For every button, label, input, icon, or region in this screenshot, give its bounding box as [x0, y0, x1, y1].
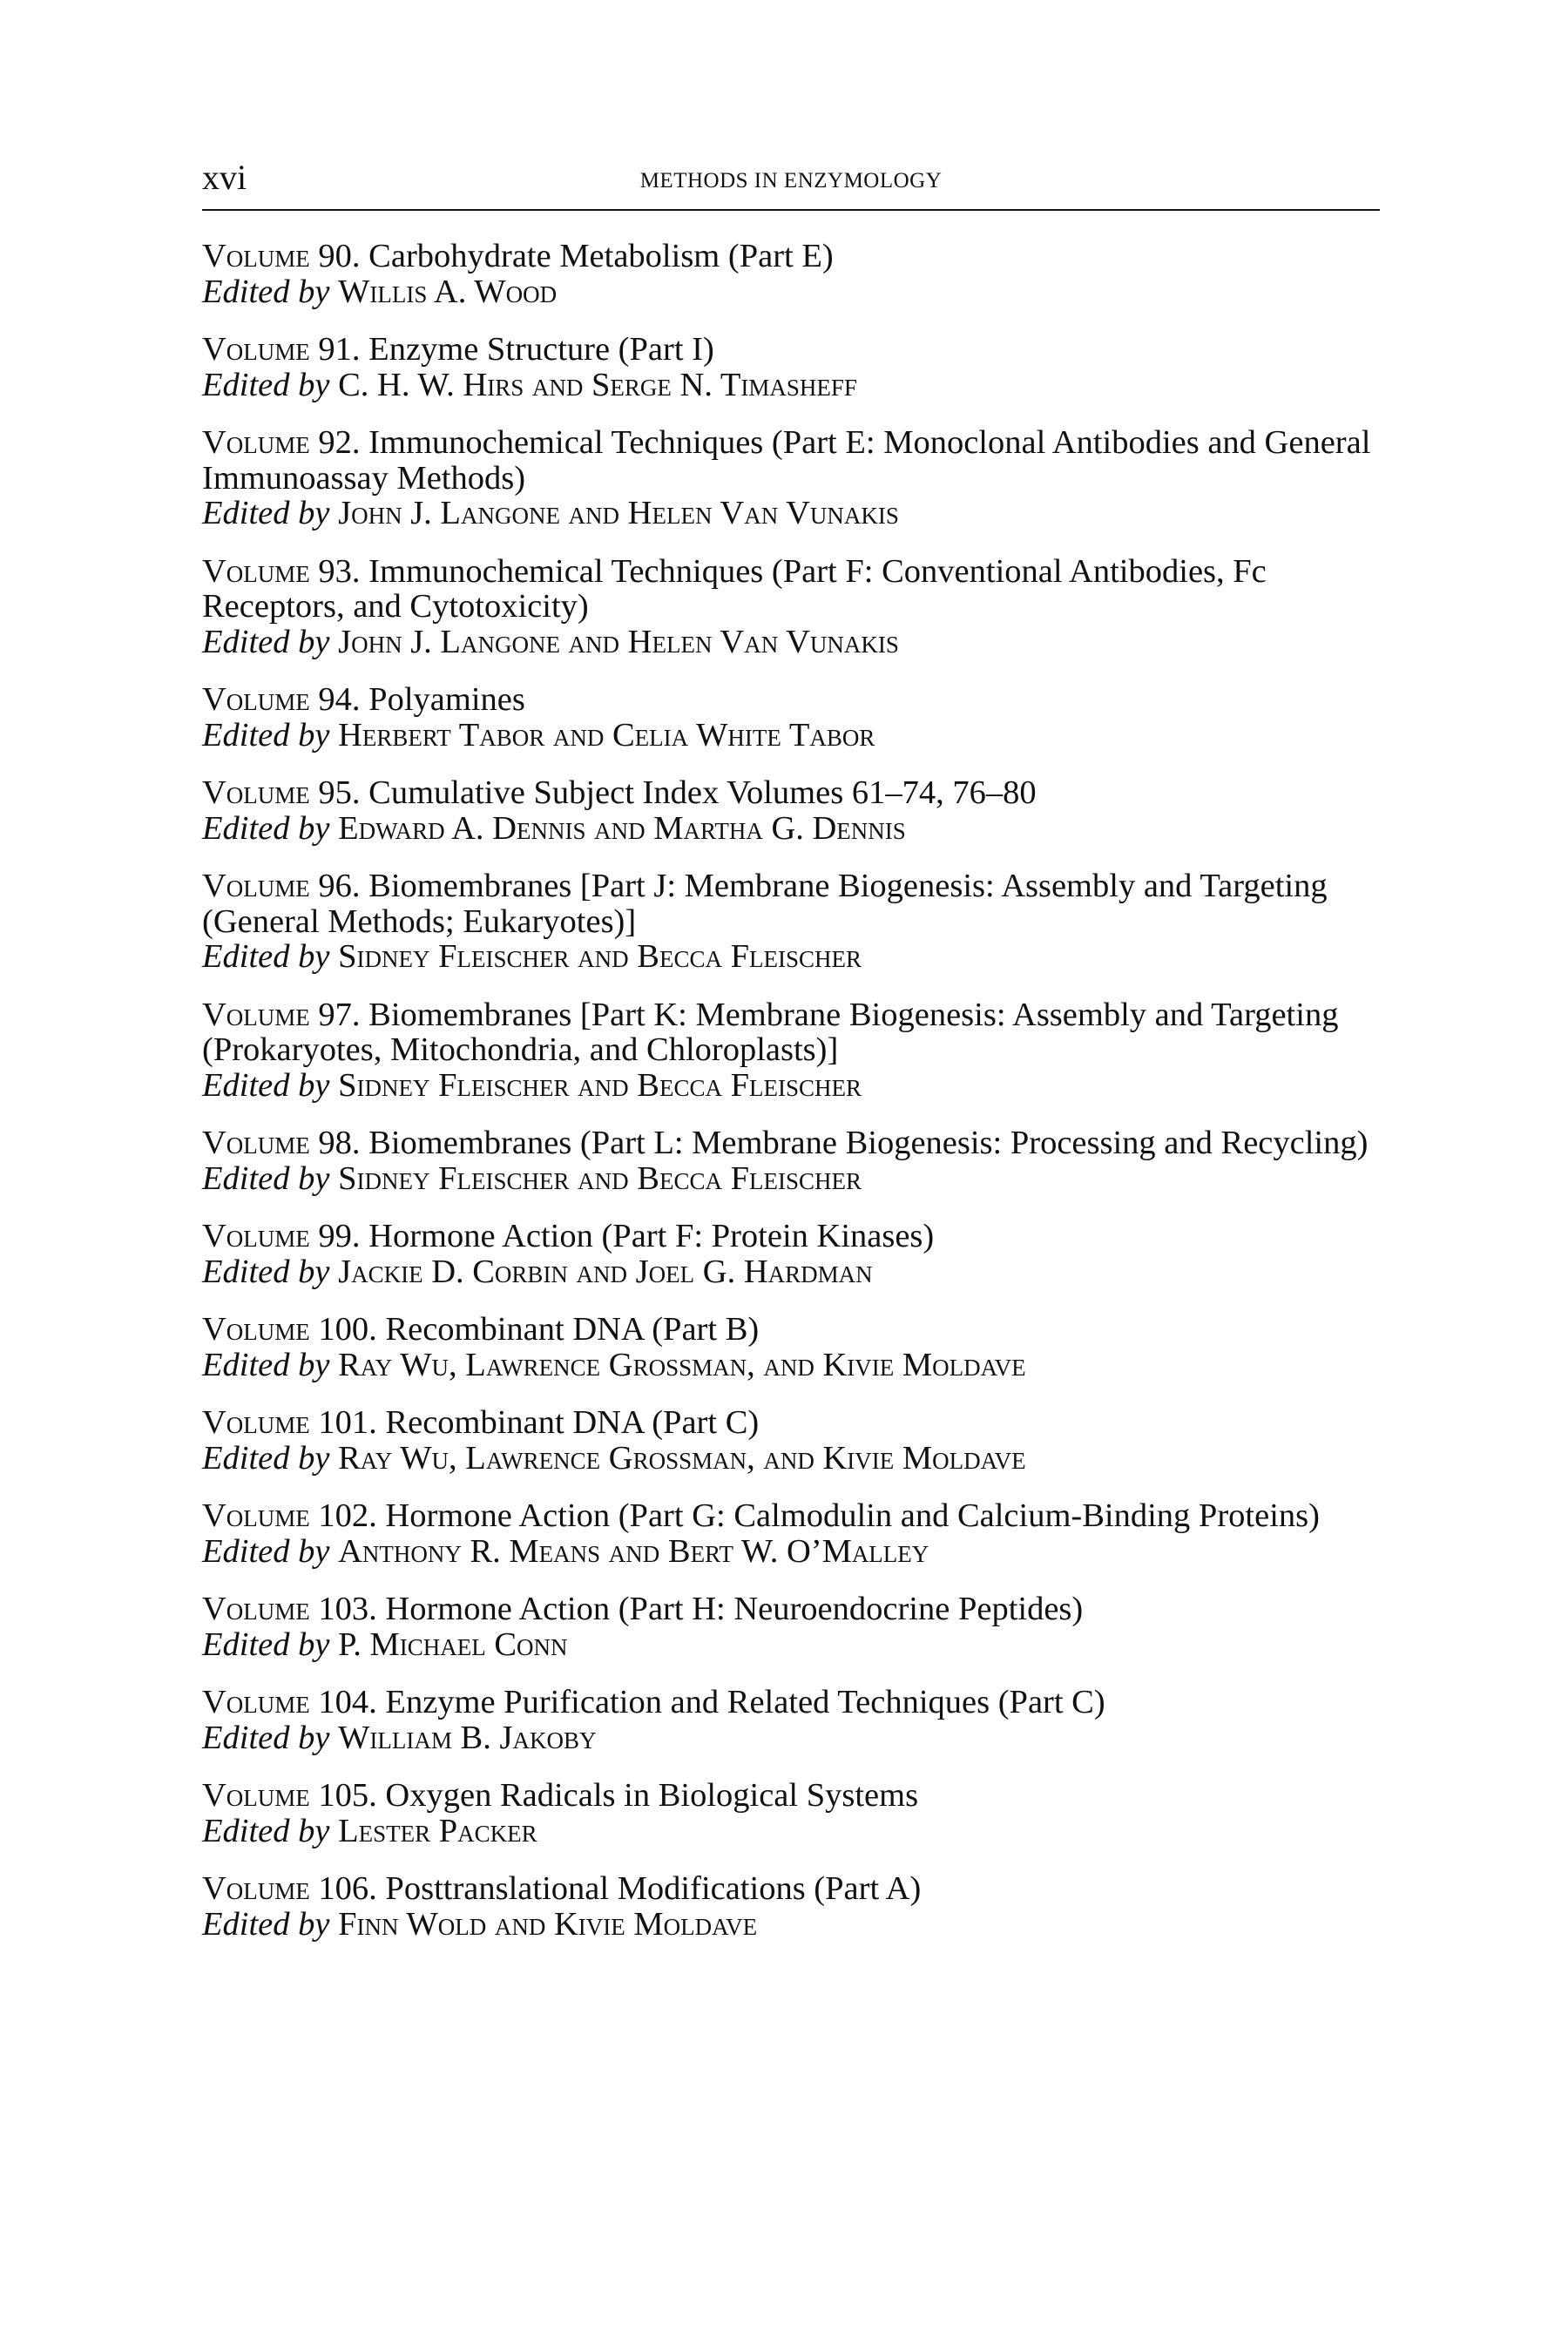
volume-entry [202, 332, 1380, 402]
volume-label: Volume 104. [202, 1684, 377, 1720]
volume-title-line [202, 1498, 1380, 1534]
volume-entry [202, 239, 1380, 309]
volume-label: Volume 103. [202, 1591, 377, 1627]
volume-editors: Willis A. Wood [338, 273, 558, 310]
edited-by-label: Edited by [202, 1346, 330, 1383]
volume-title: Hormone Action (Part H: Neuroendocrine Peptides) [385, 1591, 1084, 1627]
volume-editors: Ray Wu, Lawrence Grossman, and Kivie Moldave [338, 1346, 1026, 1383]
volume-title-line [202, 775, 1380, 811]
volume-title-line [202, 425, 1380, 496]
volume-title: Enzyme Purification and Related Techniques (Part C) [385, 1684, 1105, 1720]
volume-editors: C. H. W. Hirs and Serge N. Timasheff [338, 366, 857, 403]
page-header [202, 155, 1380, 207]
editors-line [202, 274, 1380, 310]
editors-line [202, 811, 1380, 847]
volume-editors: William B. Jakoby [338, 1719, 597, 1756]
running-title: METHODS IN ENZYMOLOGY [639, 169, 943, 193]
edited-by-label: Edited by [202, 495, 330, 531]
volume-label: Volume 102. [202, 1497, 377, 1534]
volume-entry [202, 1312, 1380, 1382]
volume-label: Volume 93. [202, 552, 361, 590]
volume-title: Posttranslational Modifications (Part A) [385, 1870, 922, 1907]
volume-entry [202, 554, 1380, 660]
volume-label: Volume 101. [202, 1404, 377, 1441]
volume-title: Cumulative Subject Index Volumes 61–74, 76–80 [368, 774, 1037, 811]
edited-by-label: Edited by [202, 1812, 330, 1849]
editors-line [202, 939, 1380, 975]
volume-label: Volume 91. [202, 331, 361, 368]
volume-title-line [202, 332, 1380, 368]
volume-entry [202, 682, 1380, 753]
volume-label: Volume 96. [202, 868, 361, 904]
volume-label: Volume 98. [202, 1125, 361, 1161]
edited-by-label: Edited by [202, 273, 330, 310]
volume-label: Volume 97. [202, 996, 361, 1033]
edited-by-label: Edited by [202, 623, 330, 660]
editors-line [202, 718, 1380, 754]
volume-title: Biomembranes [Part K: Membrane Biogenesis: Assembly and Targeting (Prokaryotes, Mitochondria, and Chloroplasts)] [202, 996, 1339, 1068]
volume-entry [202, 868, 1380, 975]
volume-editors: Herbert Tabor and Celia White Tabor [338, 716, 875, 754]
volume-title-line [202, 1219, 1380, 1254]
editors-line [202, 1534, 1380, 1570]
volume-entry [202, 997, 1380, 1104]
edited-by-label: Edited by [202, 1159, 330, 1197]
volume-title: Biomembranes [Part J: Membrane Biogenesis: Assembly and Targeting (General Methods; Eukaryotes)] [202, 868, 1328, 940]
volume-label: Volume 99. [202, 1218, 361, 1254]
volume-title: Polyamines [368, 681, 525, 718]
volume-entry [202, 425, 1380, 531]
volume-editors: Edward A. Dennis and Martha G. Dennis [338, 809, 906, 847]
volume-label: Volume 105. [202, 1777, 377, 1814]
volume-title: Carbohydrate Metabolism (Part E) [368, 238, 834, 274]
volume-title-line [202, 1685, 1380, 1720]
edited-by-label: Edited by [202, 1719, 330, 1756]
volume-title: Enzyme Structure (Part I) [368, 331, 714, 368]
volume-entry [202, 1778, 1380, 1848]
edited-by-label: Edited by [202, 1532, 330, 1570]
volume-title: Recombinant DNA (Part C) [385, 1404, 760, 1441]
volume-title: Immunochemical Techniques (Part E: Monoclonal Antibodies and General Immunoassay Methods) [202, 424, 1371, 497]
volume-label: Volume 90. [202, 238, 361, 274]
editors-line [202, 1814, 1380, 1849]
volume-title: Hormone Action (Part G: Calmodulin and Calcium-Binding Proteins) [385, 1497, 1320, 1534]
volume-title-line [202, 239, 1380, 274]
edited-by-label: Edited by [202, 366, 330, 403]
edited-by-label: Edited by [202, 938, 330, 975]
header-rule [202, 209, 1380, 211]
volume-title-line [202, 1778, 1380, 1814]
volume-entry [202, 1871, 1380, 1942]
editors-line [202, 1720, 1380, 1756]
volume-editors: Sidney Fleischer and Becca Fleischer [338, 1066, 862, 1104]
volume-label: Volume 106. [202, 1870, 377, 1907]
volume-list [202, 239, 1380, 1964]
volume-editors: John J. Langone and Helen Van Vunakis [338, 495, 899, 531]
volume-entry [202, 1498, 1380, 1569]
edited-by-label: Edited by [202, 1625, 330, 1663]
edited-by-label: Edited by [202, 1905, 330, 1943]
volume-entry [202, 1685, 1380, 1755]
volume-editors: Anthony R. Means and Bert W. O’Malley [338, 1532, 929, 1570]
volume-title-line [202, 1312, 1380, 1348]
editors-line [202, 1441, 1380, 1477]
volume-editors: Jackie D. Corbin and Joel G. Hardman [338, 1253, 873, 1290]
volume-label: Volume 100. [202, 1311, 377, 1348]
volume-editors: John J. Langone and Helen Van Vunakis [338, 623, 899, 660]
editors-line [202, 496, 1380, 531]
volume-title: Immunochemical Techniques (Part F: Conventional Antibodies, Fc Receptors, and Cytotoxicity) [202, 552, 1267, 625]
volume-title-line [202, 1405, 1380, 1441]
volume-title: Hormone Action (Part F: Protein Kinases) [368, 1218, 935, 1254]
editors-line [202, 1348, 1380, 1383]
editors-line [202, 1907, 1380, 1943]
volume-entry [202, 1219, 1380, 1289]
edited-by-label: Edited by [202, 716, 330, 754]
volume-title-line [202, 682, 1380, 718]
volume-entry [202, 775, 1380, 846]
volume-label: Volume 94. [202, 681, 361, 718]
volume-editors: P. Michael Conn [338, 1625, 568, 1663]
edited-by-label: Edited by [202, 809, 330, 847]
editors-line [202, 1161, 1380, 1197]
volume-editors: Lester Packer [338, 1812, 537, 1849]
editors-line [202, 1068, 1380, 1104]
volume-title: Oxygen Radicals in Biological Systems [385, 1777, 919, 1814]
edited-by-label: Edited by [202, 1439, 330, 1477]
editors-line [202, 1254, 1380, 1290]
edited-by-label: Edited by [202, 1253, 330, 1290]
volume-editors: Sidney Fleischer and Becca Fleischer [338, 1159, 862, 1197]
volume-title-line [202, 554, 1380, 625]
volume-entry [202, 1592, 1380, 1662]
editors-line [202, 368, 1380, 403]
volume-title-line [202, 997, 1380, 1068]
page-number: xvi [202, 158, 247, 197]
editors-line [202, 625, 1380, 660]
volume-editors: Ray Wu, Lawrence Grossman, and Kivie Moldave [338, 1439, 1026, 1477]
volume-entry [202, 1405, 1380, 1476]
volume-editors: Finn Wold and Kivie Moldave [338, 1905, 758, 1943]
volume-title-line [202, 1871, 1380, 1907]
volume-entry [202, 1125, 1380, 1196]
volume-title: Recombinant DNA (Part B) [385, 1311, 760, 1348]
volume-title: Biomembranes (Part L: Membrane Biogenesis: Processing and Recycling) [368, 1125, 1369, 1161]
editors-line [202, 1627, 1380, 1663]
edited-by-label: Edited by [202, 1066, 330, 1104]
volume-label: Volume 95. [202, 774, 361, 811]
volume-editors: Sidney Fleischer and Becca Fleischer [338, 938, 862, 975]
volume-label: Volume 92. [202, 424, 361, 461]
volume-title-line [202, 868, 1380, 939]
volume-title-line [202, 1592, 1380, 1627]
volume-title-line [202, 1125, 1380, 1161]
